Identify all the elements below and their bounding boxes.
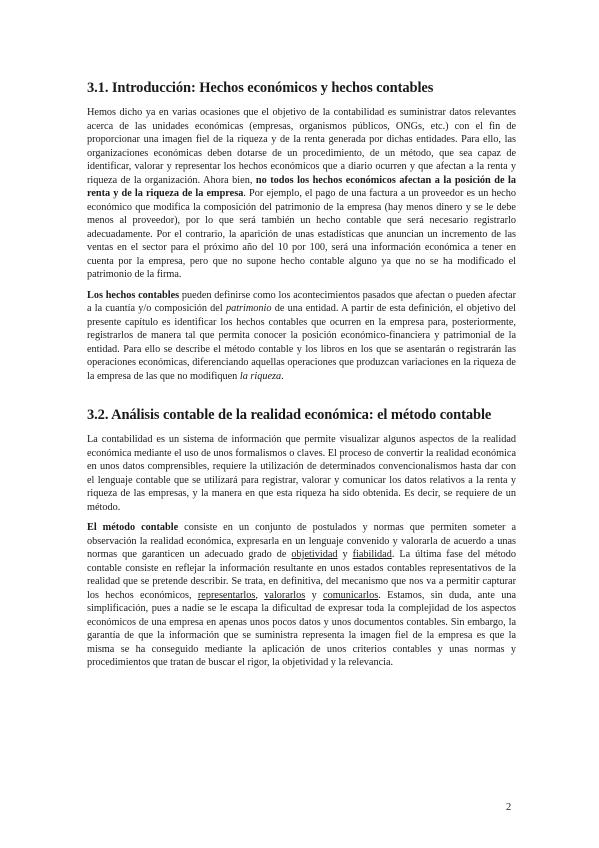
text-run: y bbox=[305, 589, 324, 601]
text-run: de una entidad. A partir de esta definición, el objetivo del presente capítulo es identificar los hechos contables que ocurren en la empresa para, posteriormente, registrarlos de manera tal que permita conocer la posición económico-financiera y patrimonial de la entidad. Para ello se describe el método contable y los libros en los que se asentarán o registrarán las operaciones económicas, diferenciando aquellas operaciones que produzcan variaciones en la riqueza de la empresa de las que no modifiquen bbox=[87, 303, 516, 382]
page-number: 2 bbox=[506, 802, 512, 813]
paragraph-hechos-economicos bbox=[87, 106, 516, 282]
text-run: pueden definirse como los acontecimientos pasados que afectan o pueden afectar a la cuantía y/o composición del bbox=[87, 289, 516, 314]
text-run: . Estamos, sin duda, ante una simplificación, pues a nadie se le escapa la dificultad de expresar toda la complejidad de los aspectos económicos de una empresa en apenas unos pocos datos y unos documentos contables. Sin embargo, la garantía de que la información que se suministra representa la imagen fiel de la empresa es que la misma se ha conseguido mediante la aplicación de unos criterios contables y unas normas y procedimientos que tratan de buscar el rigor, la objetividad y la relevancia. bbox=[87, 589, 516, 668]
text-run: . Por ejemplo, el pago de una factura a un proveedor es un hecho económico que modifica la composición del patrimonio de la empresa (hay menos dinero y se le debe menos al proveedor), por lo que será también un hecho contable que será necesario registrarlo adecuadamente. Por el contrario, la aparición de unas estadísticas que anuncian un incremento de las ventas en el sector para el próximo año del 10 por 100, será una información económica a tener en cuenta por la empresa, pero que no supone hecho contable alguno ya que no se ha modificado el patrimonio de la firma. bbox=[87, 188, 516, 280]
underlined-text: valorarlos bbox=[264, 589, 306, 601]
text-run: . bbox=[281, 370, 284, 382]
paragraph-hechos-contables bbox=[87, 289, 516, 384]
underlined-text: comunicarlos bbox=[323, 589, 379, 601]
italic-text: la riqueza bbox=[239, 370, 282, 382]
underlined-text: fiabilidad bbox=[352, 549, 392, 560]
italic-text: patrimonio bbox=[225, 303, 272, 314]
section-heading-metodo-contable: 3.2. Análisis contable de la realidad económica: el método contable bbox=[87, 407, 492, 423]
paragraph-sistema-informacion: La contabilidad es un sistema de información que permite visualizar algunos aspectos de la realidad económica mediante el uso de unos formalismos o claves. El proceso de convertir la realidad económica en unos datos comprensibles, requiere la utilización de determinados convencionalismos hasta dar con el lenguaje contable que se utilizará para registrar, valorar y comunicar los datos relativos a la renta y riqueza de las empresas, y la manera en que esta riqueza ha sido obtenida. Es decir, se requiere de un método. bbox=[87, 434, 516, 513]
bold-text: Los hechos contables bbox=[87, 289, 180, 301]
bold-text: El método contable bbox=[87, 522, 179, 533]
text-run: . La última fase del método contable consiste en reflejar la información resultante en unos estados contables representativos de la realidad que se pretende describir. Se trata, en definitiva, del mecanismo que nos va a permitir capturar los hechos económicos, bbox=[87, 549, 516, 601]
underlined-text: representarlos bbox=[197, 589, 256, 601]
text-run: consiste en un conjunto de postulados y normas que permiten someter a observación la realidad económica, expresarla en un lenguaje convenido y valorarla de acuerdo a unas normas que garanticen un adecuado grado de bbox=[87, 522, 516, 560]
underlined-text: objetividad bbox=[291, 549, 338, 560]
page-content bbox=[87, 80, 516, 677]
text-run: Hemos dicho ya en varias ocasiones que el objetivo de la contabilidad es suministrar datos relevantes acerca de las unidades económicas (empresas, organismos públicos, ONGs, etc.) con el fin de proporcionar una imagen fiel de la riqueza y de la renta generada por dichas entidades. Para ello, las organizaciones económicas deben dotarse de un procedimiento, de un método, que sea capaz de identificar, valorar y representar los hechos económicos que a diario ocurren y que afectan a la renta y riqueza de la organización. Ahora bien, bbox=[87, 107, 516, 186]
paragraph-metodo-contable bbox=[87, 521, 516, 670]
section-heading-introduccion: 3.1. Introducción: Hechos económicos y hechos contables bbox=[87, 80, 434, 96]
text-run: y bbox=[337, 549, 353, 560]
bold-text: no todos los hechos económicos afectan a la posición de la renta y de la riqueza de la empresa bbox=[87, 174, 516, 199]
text-run: , bbox=[255, 589, 265, 601]
